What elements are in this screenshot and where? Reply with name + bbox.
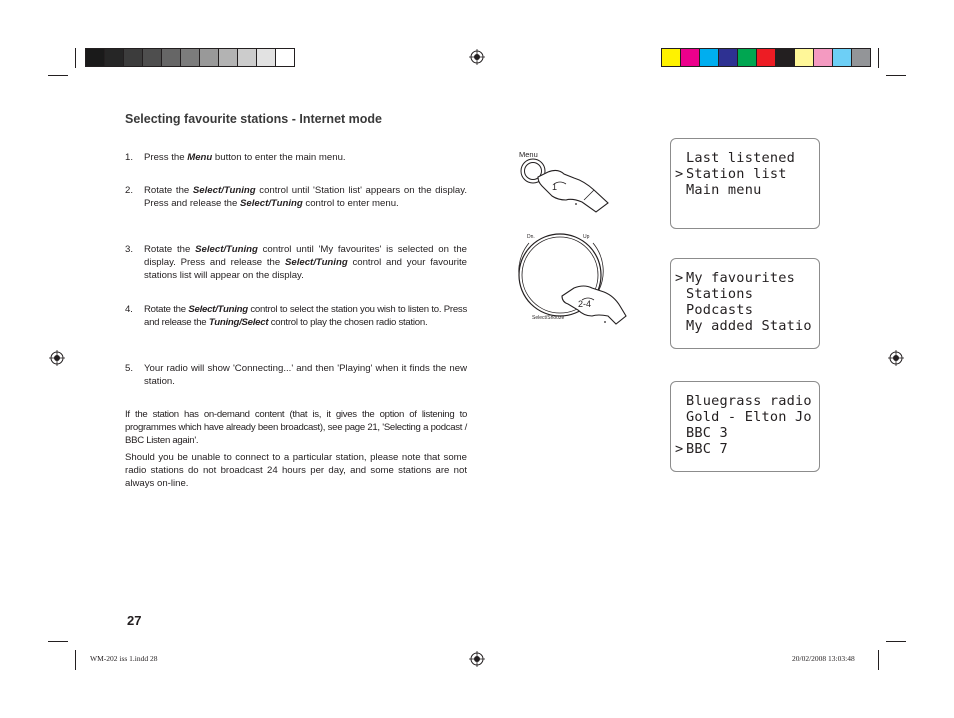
lcd-line: My added Statio [686, 318, 812, 334]
tuning-knob-icon [512, 230, 627, 330]
gray-swatch [161, 48, 181, 67]
lcd-line: BBC 3 [686, 425, 728, 441]
knob-up-label: Up [583, 234, 590, 240]
lcd-display-station-list [670, 258, 820, 349]
step-4: 4. Rotate the Select/Tuning control to select the station you wish to listen to. Press and release the Tuning/Select control to play the chosen radio station. [125, 304, 468, 329]
gray-swatch [199, 48, 219, 67]
gray-swatch [256, 48, 276, 67]
gray-swatch [218, 48, 238, 67]
lcd-line-selected: > My favourites [675, 270, 795, 286]
color-swatch [699, 48, 719, 67]
on-demand-note: If the station has on-demand content (that is, it gives the option of listening to programmes which have already been broadcast), see page 21, 'Selecting a podcast / BBC Listen again'. [125, 409, 467, 447]
lcd-line-selected: > BBC 7 [675, 441, 728, 457]
registration-mark-bottom [469, 651, 485, 667]
gray-swatch [237, 48, 257, 67]
step-number: 3. [125, 244, 134, 255]
gray-swatch [275, 48, 295, 67]
step-number: 5. [125, 363, 134, 374]
lcd-line: Stations [686, 286, 754, 302]
page-number: 27 [127, 613, 142, 628]
footer-timestamp: 20/02/2008 13:03:48 [792, 654, 855, 663]
color-swatch [737, 48, 757, 67]
registration-mark-left [49, 350, 65, 366]
color-swatch [756, 48, 776, 67]
menu-button-icon [514, 148, 624, 218]
tuning-knob-illustration [512, 230, 627, 330]
footer-file-name: WM-202 iss 1.indd 28 [90, 654, 158, 663]
knob-select-snooze-label: Select/Snooze [532, 315, 565, 321]
lcd-line: Bluegrass radio [686, 393, 812, 409]
connection-note: Should you be unable to connect to a particular station, please note that some radio stations do not broadcast 24 hours per day, and some stations are not always on-line. [125, 452, 467, 490]
lcd-line: Main menu [686, 182, 762, 198]
color-swatch [661, 48, 681, 67]
menu-callout-number: 1 [552, 182, 558, 192]
lcd-line: Last listened [686, 150, 795, 166]
gray-swatch [123, 48, 143, 67]
color-swatch [718, 48, 738, 67]
registration-mark-top [469, 49, 485, 65]
knob-down-label: Dn. [527, 234, 535, 240]
step-1: 1. Press the Menu button to enter the main menu. [125, 152, 346, 163]
lcd-line-selected: > Station list [675, 166, 787, 182]
section-title: Selecting favourite stations - Internet mode [125, 112, 382, 126]
step-number: 4. [125, 304, 133, 315]
lcd-display-favourites [670, 381, 820, 472]
lcd-display-main-menu [670, 138, 820, 229]
lcd-line: Podcasts [686, 302, 754, 318]
step-number: 2. [125, 185, 134, 196]
step-2: 2. Rotate the Select/Tuning control until 'Station list' appears on the display. Press and release the Select/Tuning control to enter menu. [125, 185, 467, 210]
menu-button-illustration [514, 148, 624, 218]
knob-callout-number: 2-4 [578, 299, 592, 309]
gray-swatch [142, 48, 162, 67]
step-number: 1. [125, 152, 134, 163]
step-5: 5. Your radio will show 'Connecting...' and then 'Playing' when it finds the new station. [125, 363, 467, 388]
step-3: 3. Rotate the Select/Tuning control until 'My favourites' is selected on the display. Press and release the Select/Tuning control and your favourite stations list will appear on the display. [125, 244, 468, 282]
color-swatch [680, 48, 700, 67]
menu-button-label: Menu [519, 150, 538, 159]
gray-swatch [104, 48, 124, 67]
color-swatch [832, 48, 852, 67]
color-swatch [794, 48, 814, 67]
color-swatch [775, 48, 795, 67]
color-swatch [851, 48, 871, 67]
gray-swatch [85, 48, 105, 67]
gray-swatch [180, 48, 200, 67]
registration-mark-right [888, 350, 904, 366]
color-swatch [813, 48, 833, 67]
lcd-line: Gold - Elton Jo [686, 409, 812, 425]
menu-control-name: Menu [187, 152, 213, 163]
